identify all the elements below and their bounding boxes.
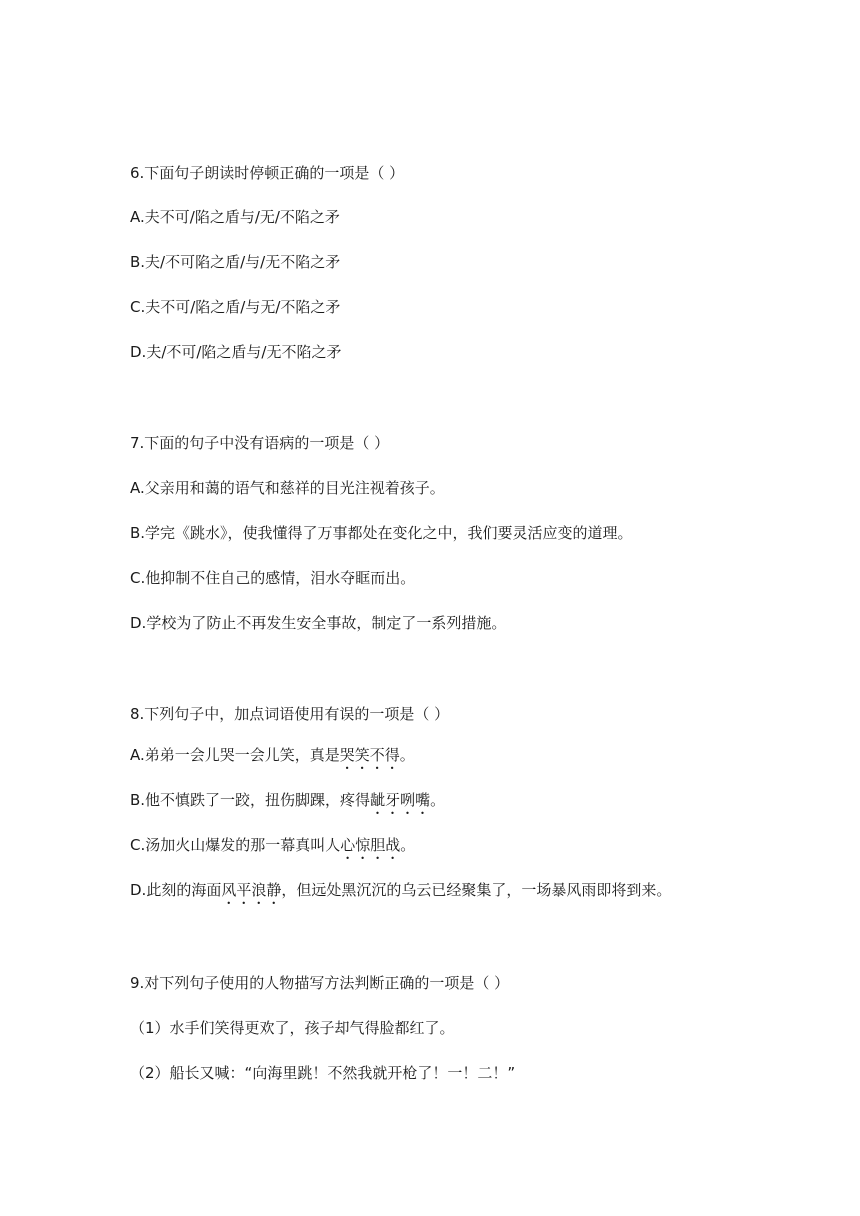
question-7-stem: 7.下面的句子中没有语病的一项是（ ） [130, 434, 390, 452]
question-6-stem: 6.下面句子朗读时停顿正确的一项是（ ） [130, 164, 405, 182]
dotted-phrase: 风平浪静 [221, 881, 282, 899]
option-text: 。 [430, 791, 446, 809]
question-6-option-c: C.夫不可/陷之盾/与无/不陷之矛 [130, 298, 341, 316]
question-7-option-b: B.学完《跳水》，使我懂得了万事都处在变化之中，我们要灵活应变的道理。 [130, 524, 633, 542]
question-7-option-d: D.学校为了防止不再发生安全事故，制定了一系列措施。 [130, 614, 507, 632]
option-text: C.汤加火山爆发的那一幕真叫人 [130, 836, 341, 854]
option-text: 。 [399, 746, 415, 764]
option-text: ，但远处黑沉沉的乌云已经聚集了，一场暴风雨即将到来。 [281, 881, 672, 899]
question-6-option-a: A.夫不可/陷之盾与/无/不陷之矛 [130, 208, 340, 226]
question-8-option-b [130, 790, 445, 818]
option-text: B.他不慎跌了一跤，扭伤脚踝，疼得 [130, 791, 371, 809]
dotted-phrase: 心惊胆战 [340, 836, 401, 854]
dotted-phrase: 哭笑不得 [339, 746, 400, 764]
question-7-option-c: C.他抑制不住自己的感情，泪水夺眶而出。 [130, 569, 416, 587]
dotted-phrase: 龇牙咧嘴 [370, 791, 431, 809]
question-9-sentence-1: （1）水手们笑得更欢了，孩子却气得脸都红了。 [130, 1019, 455, 1037]
question-6-option-d: D.夫/不可/陷之盾与/无不陷之矛 [130, 343, 342, 361]
question-9-stem: 9.对下列句子使用的人物描写方法判断正确的一项是（ ） [130, 974, 510, 992]
question-8-option-a [130, 745, 415, 773]
option-text: A.弟弟一会儿哭一会儿笑，真是 [130, 746, 340, 764]
option-text: 。 [400, 836, 416, 854]
question-7-option-a: A.父亲用和蔼的语气和慈祥的目光注视着孩子。 [130, 479, 445, 497]
question-8-option-d [130, 880, 671, 908]
question-9-sentence-2: （2）船长又喊：“向海里跳！不然我就开枪了！一！二！” [130, 1064, 516, 1082]
question-8-option-c [130, 835, 415, 863]
option-text: D.此刻的海面 [130, 881, 222, 899]
question-8-stem: 8.下列句子中，加点词语使用有误的一项是（ ） [130, 705, 450, 723]
question-6-option-b: B.夫/不可陷之盾/与/无不陷之矛 [130, 253, 341, 271]
